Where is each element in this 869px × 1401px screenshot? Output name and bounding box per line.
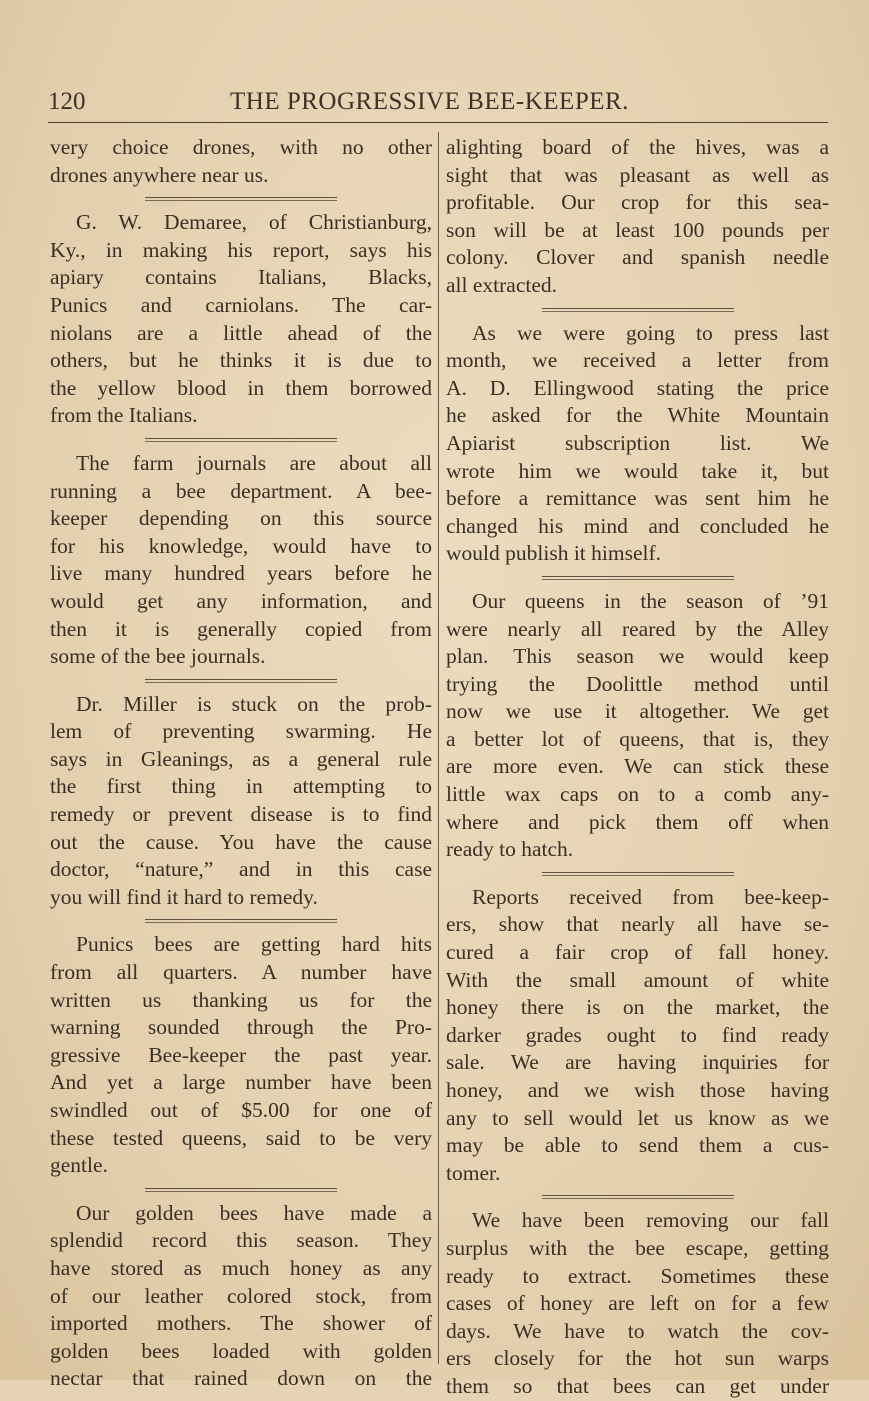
text-line: may be able to send them a cus-	[446, 1133, 829, 1158]
text-line: out the cause. You have the cause	[50, 829, 432, 854]
text-line: Our queens in the season of ’91	[472, 588, 829, 613]
text-line: before a remittance was sent him he	[446, 486, 829, 511]
text-line: tomer.	[446, 1160, 501, 1185]
text-line: would publish it himself.	[446, 541, 661, 566]
text-line: cases of honey are left on for a few	[446, 1291, 829, 1316]
text-line: apiary contains Italians, Blacks,	[50, 265, 432, 290]
text-line: he asked for the White Mountain	[446, 403, 829, 428]
text-line: ready to hatch.	[446, 837, 574, 862]
text-line: gressive Bee-keeper the past year.	[50, 1042, 432, 1067]
text-line: A. D. Ellingwood stating the price	[446, 375, 829, 400]
text-line: alighting board of the hives, was a	[446, 135, 829, 159]
text-line: lem of preventing swarming. He	[50, 719, 432, 744]
text-line: from all quarters. A number have	[50, 960, 432, 985]
article-paragraph	[50, 691, 432, 912]
text-line: others, but he thinks it is due to	[50, 348, 432, 373]
article-paragraph	[50, 1200, 432, 1393]
text-line: keeper depending on this source	[50, 506, 432, 531]
running-title: THE PROGRESSIVE BEE-KEEPER.	[230, 88, 629, 115]
text-line: some of the bee journals.	[50, 644, 266, 669]
text-line: trying the Doolittle method until	[446, 671, 829, 696]
text-line: ers, show that nearly all have se-	[446, 912, 829, 937]
article-paragraph	[446, 884, 829, 1188]
text-line: surplus with the bee escape, getting	[446, 1235, 829, 1260]
text-line: now we use it altogether. We get	[446, 699, 829, 724]
text-line: sale. We are having inquiries for	[446, 1050, 829, 1075]
text-line: cured a fair crop of fall honey.	[446, 940, 829, 965]
text-line: remedy or prevent disease is to find	[50, 802, 432, 827]
text-line: where and pick them off when	[446, 809, 829, 834]
text-line: any to sell would let us know as we	[446, 1105, 829, 1130]
text-line: profitable. Our crop for this sea-	[446, 190, 829, 215]
section-divider	[145, 197, 337, 201]
text-line: the first thing in attempting to	[50, 774, 432, 799]
article-paragraph	[50, 134, 432, 189]
text-line: gentle.	[50, 1153, 108, 1178]
text-line: were nearly all reared by the Alley	[446, 616, 829, 641]
article-paragraph	[50, 450, 432, 671]
text-line: of our leather colored stock, from	[50, 1283, 432, 1308]
section-divider	[145, 1188, 337, 1192]
text-line: have stored as much honey as any	[50, 1255, 432, 1280]
text-line: you will find it hard to remedy.	[50, 884, 318, 909]
text-line: warning sounded through the Pro-	[50, 1015, 432, 1040]
text-line: Punics and carniolans. The car-	[50, 292, 432, 317]
text-line: ers closely for the hot sun warps	[446, 1346, 829, 1371]
section-divider	[542, 872, 734, 876]
text-line: colony. Clover and spanish needle	[446, 245, 829, 270]
section-divider	[542, 1195, 734, 1199]
text-line: Punics bees are getting hard hits	[76, 932, 432, 957]
text-line: Our golden bees have made a	[76, 1200, 432, 1225]
text-line: a better lot of queens, that is, they	[446, 726, 829, 751]
section-divider	[145, 438, 337, 442]
section-divider	[145, 919, 337, 923]
text-line: then it is generally copied from	[50, 616, 432, 641]
text-line: honey, and we wish those having	[446, 1078, 829, 1102]
text-line: sight that was pleasant as well as	[446, 162, 829, 187]
text-line: the yellow blood in them borrowed	[50, 375, 432, 400]
article-paragraph	[50, 209, 432, 430]
text-line: golden bees loaded with golden	[50, 1338, 432, 1363]
text-line: from the Italians.	[50, 403, 198, 428]
section-divider	[542, 576, 734, 580]
header-rule	[48, 122, 828, 123]
text-line: very choice drones, with no other	[50, 135, 432, 159]
text-line: The farm journals are about all	[76, 450, 432, 475]
page-number: 120	[48, 88, 86, 115]
text-line: imported mothers. The shower of	[50, 1311, 432, 1336]
text-line: would get any information, and	[50, 588, 432, 613]
text-line: Dr. Miller is stuck on the prob-	[76, 691, 432, 716]
section-divider	[145, 679, 337, 683]
text-line: are more even. We can stick these	[446, 754, 829, 779]
text-line: With the small amount of white	[446, 967, 829, 992]
text-line: ready to extract. Sometimes these	[446, 1263, 829, 1288]
text-line: running a bee department. A bee-	[50, 478, 432, 503]
text-line: live many hundred years before he	[50, 561, 432, 586]
text-line: wrote him we would take it, but	[446, 458, 829, 483]
text-line: days. We have to watch the cov-	[446, 1318, 829, 1343]
text-line: G. W. Demaree, of Christianburg,	[76, 210, 432, 235]
article-paragraph	[50, 931, 432, 1179]
text-line: little wax caps on to a comb any-	[446, 782, 829, 807]
text-line: swindled out of $5.00 for one of	[50, 1098, 432, 1122]
column-divider	[438, 132, 439, 1364]
text-line: says in Gleanings, as a general rule	[50, 746, 432, 771]
article-paragraph	[446, 588, 829, 864]
text-line: written us thanking us for the	[50, 987, 432, 1012]
article-paragraph	[446, 320, 829, 568]
text-line: Reports received from bee-keep-	[472, 884, 829, 909]
text-line: for his knowledge, would have to	[50, 533, 432, 558]
text-line: Apiarist subscription list. We	[446, 430, 829, 455]
text-line: honey there is on the market, the	[446, 995, 829, 1020]
article-paragraph	[446, 1207, 829, 1400]
text-line: doctor, “nature,” and in this case	[50, 857, 432, 882]
text-line: all extracted.	[446, 272, 558, 297]
text-line: changed his mind and concluded he	[446, 513, 829, 538]
left-column	[50, 134, 432, 1393]
text-line: plan. This season we would keep	[446, 644, 829, 669]
right-column	[446, 134, 829, 1401]
text-line: splendid record this season. They	[50, 1228, 432, 1253]
text-line: drones anywhere near us.	[50, 162, 269, 187]
text-line: month, we received a letter from	[446, 348, 829, 373]
text-line: them so that bees can get under	[446, 1373, 829, 1398]
text-line: darker grades ought to find ready	[446, 1022, 829, 1047]
page-header	[48, 84, 828, 120]
section-divider	[542, 308, 734, 312]
text-line: son will be at least 100 pounds per	[446, 217, 829, 242]
article-paragraph	[446, 134, 829, 300]
text-line: And yet a large number have been	[50, 1070, 432, 1095]
text-line: niolans are a little ahead of the	[50, 320, 432, 345]
text-line: As we were going to press last	[472, 320, 829, 345]
text-line: these tested queens, said to be very	[50, 1125, 432, 1150]
text-line: We have been removing our fall	[472, 1208, 829, 1233]
text-line: nectar that rained down on the	[50, 1366, 432, 1391]
text-line: Ky., in making his report, says his	[50, 237, 432, 262]
